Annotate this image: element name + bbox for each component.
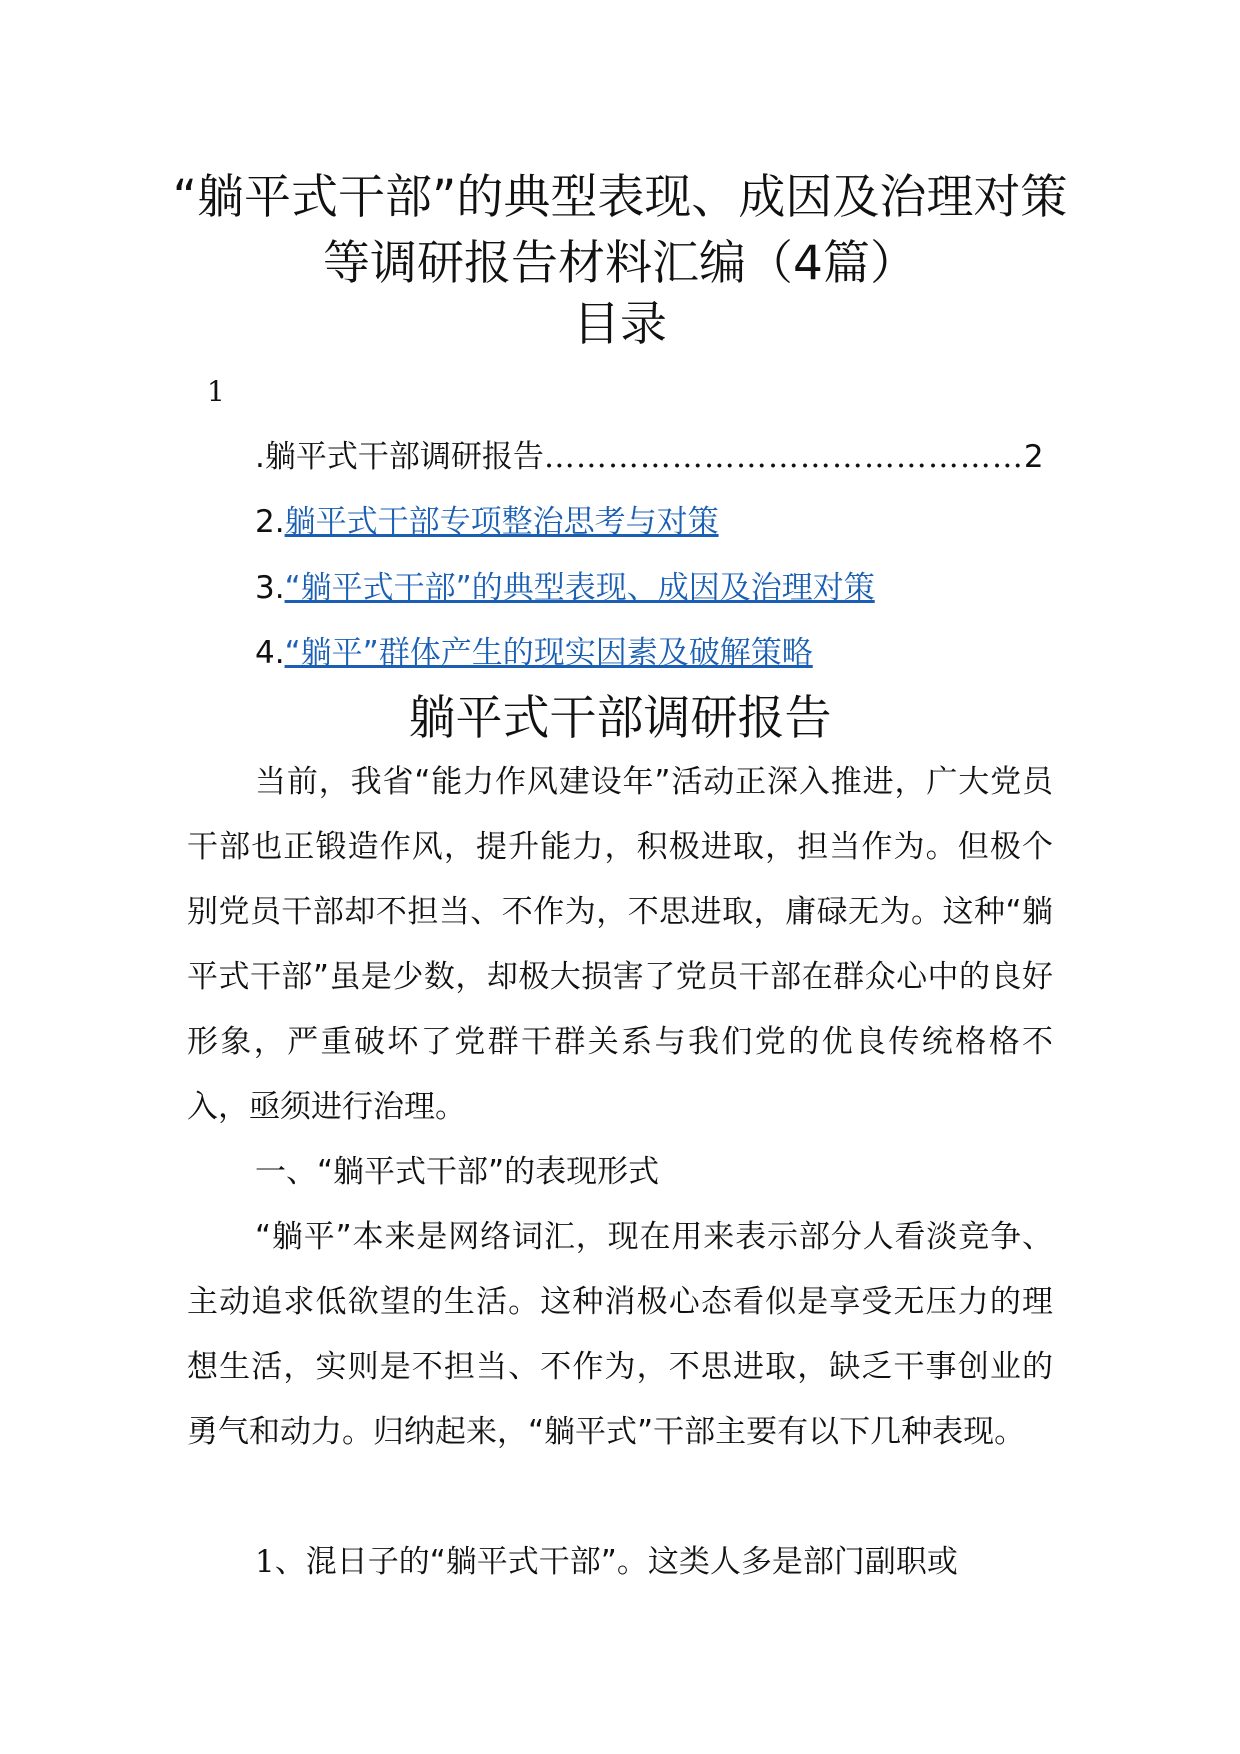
- body-paragraph: “躺平”本来是网络词汇，现在用来表示部分人看淡竞争、主动追求低欲望的生活。这种消极心态看似是享受无压力的理想生活，实则是不担当、不作为，不思进取，缺乏干事创业的勇气和动力。归纳起来，“躺平式”干部主要有以下几种表现。: [187, 1219, 1053, 1450]
- toc-entry-text: 躺平式干部调研报告: [264, 439, 544, 475]
- section-title: 躺平式干部调研报告: [408, 691, 832, 746]
- toc-entry-page: 2: [1023, 439, 1044, 475]
- toc-page-number: 1: [207, 375, 225, 408]
- toc-entry-number: 4.: [255, 635, 285, 671]
- list-item: [187, 1530, 1053, 1595]
- toc-heading: 目录: [573, 297, 667, 352]
- toc-entry-1[interactable]: [255, 435, 1055, 479]
- toc-entry-3[interactable]: [255, 566, 875, 610]
- list-item-number: 1: [255, 1544, 275, 1580]
- toc-entry-4[interactable]: [255, 631, 813, 675]
- toc-entry-prefix: .: [255, 439, 265, 475]
- toc-link[interactable]: “躺平”群体产生的现实因素及破解策略: [284, 635, 813, 671]
- toc-leader-dots: ………………………………………: [543, 439, 1024, 475]
- section-heading: 一、“躺平式干部”的表现形式: [255, 1154, 660, 1190]
- document-title: “躺平式干部”的典型表现、成因及治理对策等调研报告材料汇编（4篇）: [172, 170, 1068, 291]
- list-item-text: 、混日子的“躺平式干部”。这类人多是部门副职或: [274, 1544, 958, 1580]
- body-paragraph: 当前，我省“能力作风建设年”活动正深入推进，广大党员干部也正锻造作风，提升能力，积极进取，担当作为。但极个别党员干部却不担当、不作为，不思进取，庸碌无为。这种“躺平式干部”虽是少数，却极大损害了党员干部在群众心中的良好形象，严重破坏了党群干群关系与我们党的优良传统格格不入，亟须进行治理。: [187, 764, 1053, 1125]
- toc-entry-number: 3.: [255, 570, 285, 606]
- toc-link[interactable]: “躺平式干部”的典型表现、成因及治理对策: [284, 570, 875, 606]
- toc-link[interactable]: 躺平式干部专项整治思考与对策: [284, 504, 719, 540]
- toc-entry-number: 2.: [255, 504, 285, 540]
- toc-entry-2[interactable]: [255, 500, 719, 544]
